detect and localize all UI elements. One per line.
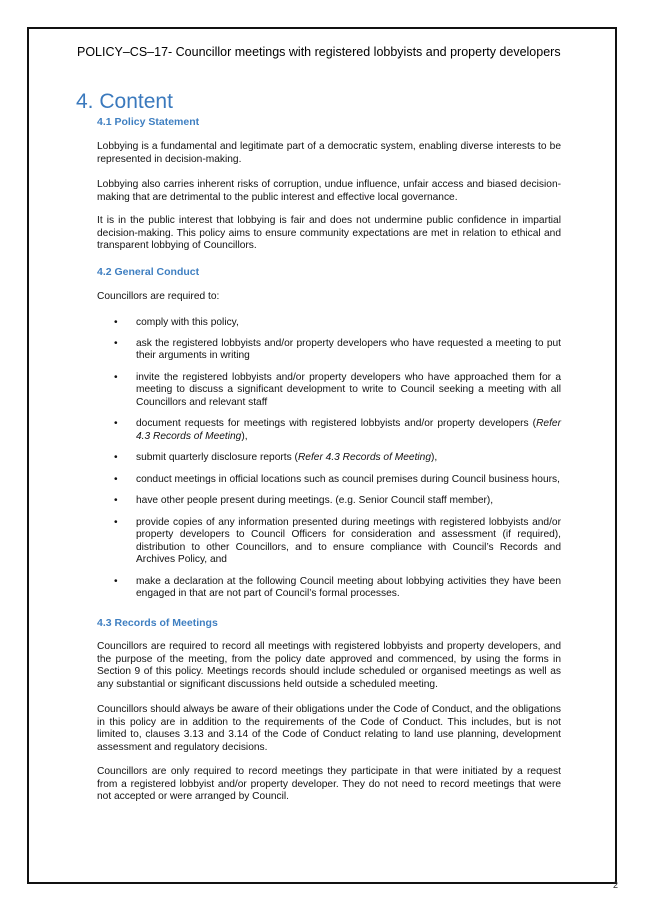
bullet-icon: • [114, 495, 118, 506]
bullet-icon: • [114, 371, 118, 383]
list-item-reference: Refer 4.3 Records of Meeting [136, 418, 561, 442]
general-conduct-list [97, 317, 561, 601]
records-heading: 4.3 Records of Meetings [97, 617, 218, 629]
bullet-icon: • [114, 473, 118, 485]
list-item-reference: Refer 4.3 Records of Meeting [297, 452, 432, 463]
records-paragraph-2: Councillors should always be aware of their obligations under the Code of Conduct, and the obligations in this policy are in addition to the requirements of the Code of Conduct. This includes, but is not limited to, clauses 3.13 and 3.14 of the Code of Conduct relating to land use planning, development assessment and regulatory decisions. [97, 704, 561, 753]
bullet-icon: • [114, 337, 118, 349]
records-paragraph-1: Councillors are required to record all meetings with registered lobbyists and property developers, and the purpose of the meeting, from the policy date approved and commenced, by using the forms in Section 9 of this policy. Meetings records should include scheduled or organised meetings as well as any substantial or significant discussions held outside a scheduled meeting. [97, 641, 561, 690]
list-item-text: comply with this policy, [136, 317, 239, 328]
list-item-text: provide copies of any information presented during meetings with registered lobbyists and/or property developers to Council Officers for consideration and assessment (if required), distribution to other Councillors, and to ensure compliance with Council’s Records and Archives Policy, and [136, 516, 561, 565]
bullet-icon: • [114, 418, 118, 429]
list-item [97, 495, 561, 508]
list-item [97, 576, 561, 601]
list-item [97, 317, 561, 330]
general-conduct-intro: Councillors are required to: [97, 291, 220, 302]
list-item [97, 517, 561, 567]
bullet-icon: • [114, 452, 118, 463]
list-item-text-end: ), [431, 452, 438, 463]
bullet-icon: • [114, 317, 118, 328]
bullet-icon: • [114, 516, 118, 528]
list-item [97, 418, 561, 443]
list-item [97, 452, 561, 465]
list-item-text: submit quarterly disclosure reports ( [136, 452, 298, 463]
section-heading: 4. Content [76, 90, 173, 113]
list-item [97, 372, 561, 410]
list-item-text: ask the registered lobbyists and/or property developers who have requested a meeting to put their arguments in writing [136, 337, 561, 361]
policy-statement-heading: 4.1 Policy Statement [97, 116, 200, 128]
list-item-text: invite the registered lobbyists and/or property developers who have approached them for a meeting to discuss a significant development to write to Council seeking a meeting with all Councillors and relevant staff [136, 371, 561, 408]
list-item-text: have other people present during meetings. (e.g. Senior Council staff member), [136, 495, 494, 506]
document-header: POLICY–CS–17- Councillor meetings with registered lobbyists and property developers [77, 45, 561, 59]
list-item-text-end: ), [241, 430, 248, 442]
general-conduct-heading: 4.2 General Conduct [97, 266, 200, 278]
records-paragraph-3: Councillors are only required to record meetings they participate in that were initiated by a request from a registered lobbyist and/or property developer. They do not need to record meetings that were not accepted or were arranged by Council. [97, 766, 561, 802]
page-number: 2 [613, 880, 619, 890]
list-item [97, 474, 561, 487]
list-item [97, 338, 561, 363]
list-item-text: conduct meetings in official locations such as council premises during Council business hours, [136, 473, 560, 485]
policy-statement-paragraph-3: It is in the public interest that lobbying is fair and does not undermine public confidence in impartial decision-making. This policy aims to ensure community expectations are met in relation to ethical and transparent lobbying of Councillors. [97, 215, 561, 251]
policy-statement-paragraph-1: Lobbying is a fundamental and legitimate part of a democratic system, enabling diverse interests to be represented in decision-making. [97, 141, 561, 165]
policy-statement-paragraph-2: Lobbying also carries inherent risks of corruption, undue influence, unfair access and biased decision-making that are detrimental to the public interest and effective local governance. [97, 179, 561, 203]
list-item-text: make a declaration at the following Council meeting about lobbying activities they have been engaged in that are not part of Council’s formal processes. [136, 575, 561, 599]
bullet-icon: • [114, 575, 118, 587]
list-item-text: document requests for meetings with registered lobbyists and/or property developers ( [136, 418, 537, 429]
